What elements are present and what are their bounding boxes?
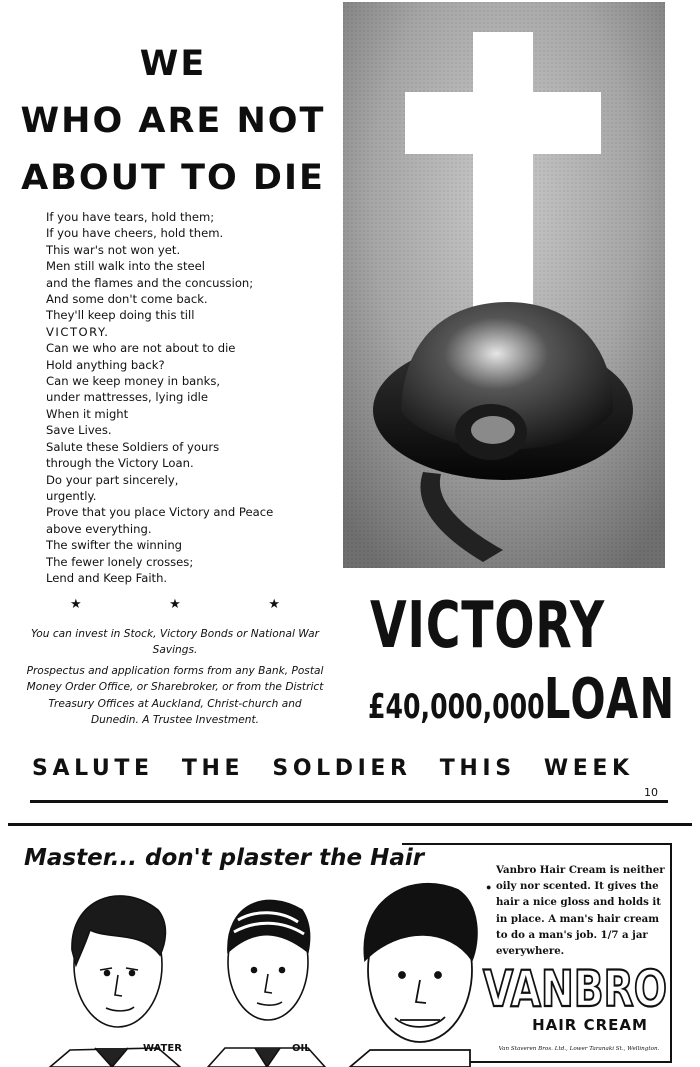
poem-line: The swifter the winning: [46, 538, 183, 553]
vanbro-body-copy: Vanbro Hair Cream is neither oily nor scented. It gives the hair a nice gloss and holds it in place. A man's hair cream to do a man's job. 1/7 a jar everywhere.: [496, 864, 665, 958]
poem-line: VICTORY.: [46, 324, 110, 339]
poem-line: Do your part sincerely,: [46, 472, 179, 487]
poem-line: They'll keep doing this till: [46, 308, 195, 323]
poem-line: under mattresses, lying idle: [46, 390, 209, 405]
headline-line-2: WHO ARE NOT: [20, 101, 326, 141]
product-name: HAIR CREAM: [532, 1016, 648, 1034]
divider-rule: [30, 800, 668, 803]
poem-line: Men still walk into the steel: [46, 259, 205, 274]
invest-paragraph: You can invest in Stock, Victory Bonds or National War Savings.: [30, 628, 319, 657]
poem-line: Prove that you place Victory and Peace: [46, 505, 274, 520]
poem-line: and the flames and the concussion;: [46, 275, 254, 290]
prospectus-paragraph: Prospectus and application forms from any Bank, Postal Money Order Office, or Sharebroker, or from the District Treasury Offices at Auckland, Christ-church and Dunedin. A Trustee Investment.: [26, 664, 324, 727]
investment-info: [26, 626, 324, 732]
poem-line: And some don't come back.: [46, 292, 208, 307]
vanbro-headline: Master... don't plaster the Hair: [24, 845, 425, 871]
man-water-illustration: [50, 896, 180, 1067]
loan-title: LOAN: [544, 667, 676, 732]
page-number: 10: [644, 786, 658, 799]
bullet-icon: ●: [486, 882, 492, 892]
poem-line: Salute these Soldiers of yours: [46, 439, 220, 454]
victory-title: VICTORY: [370, 589, 605, 663]
poem-line: This war's not won yet.: [46, 242, 181, 257]
headline-line-1: WE: [139, 44, 207, 84]
three-men-illustration: [40, 870, 470, 1067]
poem-line: above everything.: [46, 521, 152, 536]
poem-line: When it might: [46, 406, 129, 421]
star-icon: ★: [169, 596, 181, 611]
star-icon: ★: [70, 596, 82, 611]
poem-line: Hold anything back?: [46, 357, 165, 372]
cross-arm: [405, 92, 601, 154]
man-vanbro-illustration: [350, 884, 477, 1067]
loan-amount: £40,000,000: [368, 687, 545, 727]
poem-line: Lend and Keep Faith.: [46, 570, 168, 585]
divider-rule: [8, 823, 692, 826]
salute-slogan: SALUTE THE SOLDIER THIS WEEK: [32, 756, 634, 781]
poem-line: The fewer lonely crosses;: [46, 554, 194, 569]
headline: [18, 36, 328, 207]
label-water: WATER: [143, 1043, 182, 1054]
headline-line-3: ABOUT TO DIE: [21, 158, 325, 198]
cross-upright: [473, 32, 533, 342]
vanbro-brand: VANBRO: [483, 960, 667, 1018]
poem-line: If you have tears, hold them;: [46, 210, 215, 224]
poem-line: Can we keep money in banks,: [46, 374, 221, 389]
star-icon: ★: [268, 596, 280, 611]
star-divider: [70, 596, 280, 612]
cross-helmet-illustration: [343, 2, 665, 568]
poem-line: Save Lives.: [46, 423, 112, 438]
vanbro-logo: [480, 954, 670, 1016]
poem-line: urgently.: [46, 488, 97, 503]
poem-line: through the Victory Loan.: [46, 456, 194, 471]
manufacturer-line: Van Staveren Bros. Ltd., Lower Taranaki St., Wellington.: [498, 1046, 660, 1052]
poem: [46, 209, 336, 586]
poem-line: If you have cheers, hold them.: [46, 226, 224, 241]
label-oil: OIL: [292, 1043, 311, 1054]
cross-helmet-photo: [343, 2, 665, 568]
poem-line: Can we who are not about to die: [46, 341, 236, 356]
